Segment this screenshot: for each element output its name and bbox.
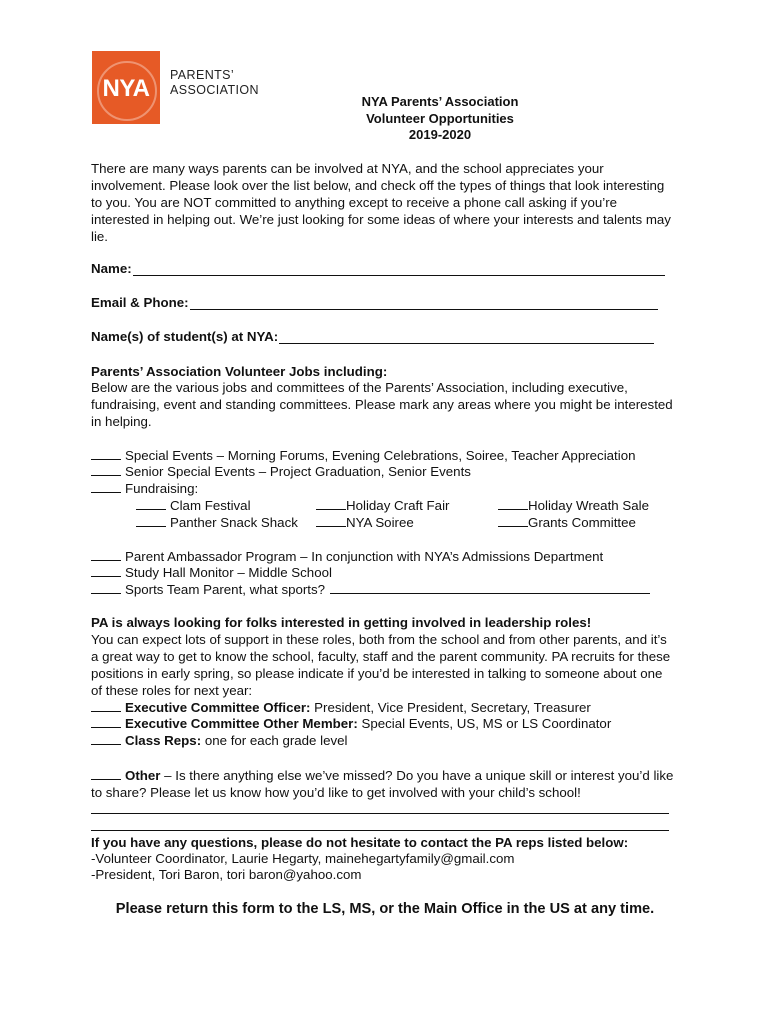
- name-field[interactable]: Name:: [91, 261, 665, 276]
- email-phone-line[interactable]: [190, 296, 658, 310]
- students-line[interactable]: [279, 330, 654, 344]
- checkbox-blank[interactable]: [136, 514, 166, 527]
- option-study-hall[interactable]: Study Hall Monitor – Middle School: [91, 564, 332, 581]
- option-class-reps[interactable]: Class Reps: one for each grade level: [91, 732, 348, 749]
- option-sports-parent[interactable]: Sports Team Parent, what sports?: [91, 581, 654, 598]
- page-title: NYA Parents’ Association Volunteer Opportunities 2019-2020: [361, 94, 519, 142]
- name-line[interactable]: [133, 262, 665, 276]
- jobs-description: Below are the various jobs and committees of the Parents’ Association, including executive, fundraising, event and standing committees. Please mark any areas where you might be interested in helping.: [91, 380, 673, 429]
- sports-line[interactable]: [330, 581, 650, 594]
- checkbox-blank[interactable]: [91, 581, 121, 594]
- option-grants-committee[interactable]: Grants Committee: [498, 514, 636, 531]
- option-other[interactable]: Other – Is there anything else we’ve missed? Do you have a unique skill or interest you’d like to share? Please let us know how you’d like to get involved with your child’s school!: [91, 768, 674, 800]
- checkbox-blank[interactable]: [91, 732, 121, 745]
- contact-volunteer-coordinator: -Volunteer Coordinator, Laurie Hegarty, mainehegartyfamily@gmail.com: [91, 851, 515, 866]
- email-phone-field[interactable]: Email & Phone:: [91, 295, 658, 310]
- option-officer[interactable]: Executive Committee Officer: President, Vice President, Secretary, Treasurer: [91, 699, 591, 716]
- students-field[interactable]: Name(s) of student(s) at NYA:: [91, 329, 654, 344]
- leadership-description: You can expect lots of support in these roles, both from the school and from other parents, and it’s a great way to get to know the school, faculty, staff and the parent community. PA recruits for these positions in early spring, so please indicate if you’d be interested in talking to someone about one of these roles for next year:: [91, 632, 671, 698]
- checkbox-blank[interactable]: [316, 497, 346, 510]
- option-senior-events[interactable]: Senior Special Events – Project Graduation, Senior Events: [91, 463, 471, 480]
- checkbox-blank[interactable]: [136, 497, 166, 510]
- checkbox-blank[interactable]: [91, 447, 121, 460]
- contact-president: -President, Tori Baron, tori baron@yahoo.com: [91, 867, 362, 882]
- contact-title: If you have any questions, please do not hesitate to contact the PA reps listed below:: [91, 835, 629, 850]
- option-wreath-sale[interactable]: Holiday Wreath Sale: [498, 497, 649, 514]
- jobs-title: Parents’ Association Volunteer Jobs including:: [91, 364, 388, 379]
- answer-line[interactable]: [91, 813, 669, 814]
- checkbox-blank[interactable]: [498, 514, 528, 527]
- option-fundraising[interactable]: Fundraising:: [91, 480, 198, 497]
- checkbox-blank[interactable]: [91, 564, 121, 577]
- answer-line[interactable]: [91, 830, 669, 831]
- intro-paragraph: There are many ways parents can be involved at NYA, and the school appreciates your involvement. Please look over the list below, and check off the types of things that look interesting to you. You are NOT committed to anything except to receive a phone call asking if you’re interested in helping out. We’re just looking for some ideas of where your interests and talents may lie.: [91, 161, 671, 244]
- checkbox-blank[interactable]: [91, 767, 121, 780]
- checkbox-blank[interactable]: [91, 463, 121, 476]
- nya-logo: [92, 51, 160, 124]
- option-ambassador[interactable]: Parent Ambassador Program – In conjunction with NYA’s Admissions Department: [91, 548, 603, 565]
- option-nya-soiree[interactable]: NYA Soiree: [316, 514, 414, 531]
- checkbox-blank[interactable]: [91, 548, 121, 561]
- option-craft-fair[interactable]: Holiday Craft Fair: [316, 497, 449, 514]
- logo-subtitle: PARENTS’ ASSOCIATION: [170, 68, 259, 97]
- return-instructions: Please return this form to the LS, MS, or the Main Office in the US at any time.: [115, 901, 655, 917]
- logo-mark: NYA: [102, 75, 150, 102]
- checkbox-blank[interactable]: [498, 497, 528, 510]
- checkbox-blank[interactable]: [91, 699, 121, 712]
- checkbox-blank[interactable]: [91, 480, 121, 493]
- option-clam-festival[interactable]: Clam Festival: [136, 497, 251, 514]
- option-special-events[interactable]: Special Events – Morning Forums, Evening Celebrations, Soiree, Teacher Appreciation: [91, 447, 635, 464]
- option-panther-snack-shack[interactable]: Panther Snack Shack: [136, 514, 298, 531]
- checkbox-blank[interactable]: [316, 514, 346, 527]
- option-other-member[interactable]: Executive Committee Other Member: Special Events, US, MS or LS Coordinator: [91, 715, 611, 732]
- checkbox-blank[interactable]: [91, 715, 121, 728]
- leadership-title: PA is always looking for folks interested in getting involved in leadership roles!: [91, 615, 592, 630]
